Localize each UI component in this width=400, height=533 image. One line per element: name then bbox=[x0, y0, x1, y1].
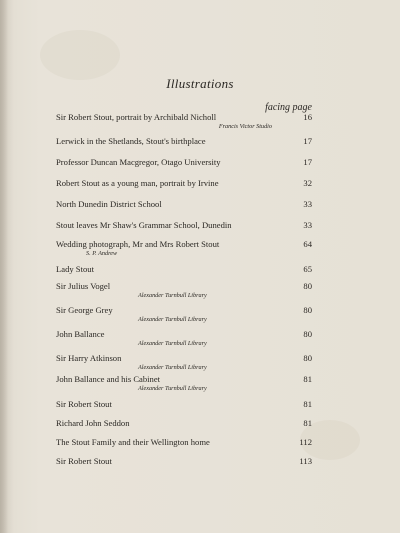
entry-title: John Ballance and his Cabinet bbox=[56, 374, 161, 384]
entry-page-number: 81 bbox=[303, 418, 312, 428]
entry-page-number: 112 bbox=[299, 437, 312, 447]
list-item bbox=[56, 157, 312, 168]
illustrations-list bbox=[56, 112, 312, 467]
list-item bbox=[56, 199, 312, 210]
entry-title: Professor Duncan Macgregor, Otago University bbox=[56, 157, 221, 167]
entry-title: North Dunedin District School bbox=[56, 199, 162, 209]
entry-page-number: 113 bbox=[299, 456, 312, 466]
list-item bbox=[56, 112, 312, 131]
entry-page-number: 80 bbox=[303, 329, 312, 339]
entry-title: Lerwick in the Shetlands, Stout's birthplace bbox=[56, 136, 206, 146]
list-item bbox=[56, 264, 312, 275]
entry-page-number: 80 bbox=[303, 305, 312, 315]
entry-title: John Ballance bbox=[56, 329, 105, 339]
entry-page-number: 33 bbox=[303, 199, 312, 209]
entry-credit: Alexander Turnbull Library bbox=[138, 364, 207, 371]
entry-page-number: 16 bbox=[303, 112, 312, 122]
page-title: Illustrations bbox=[166, 76, 234, 91]
list-item bbox=[56, 281, 312, 300]
entry-credit: Alexander Turnbull Library bbox=[138, 385, 207, 392]
column-header-facing-page: facing page bbox=[265, 102, 312, 113]
list-item bbox=[56, 239, 312, 258]
entry-credit: Alexander Turnbull Library bbox=[138, 340, 207, 347]
entry-title: Robert Stout as a young man, portrait by Irvine bbox=[56, 178, 219, 188]
entry-title: Sir George Grey bbox=[56, 305, 113, 315]
entry-page-number: 33 bbox=[303, 220, 312, 230]
list-item bbox=[56, 178, 312, 189]
entry-title: Sir Robert Stout, portrait by Archibald Nicholl bbox=[56, 112, 217, 122]
entry-page-number: 81 bbox=[303, 399, 312, 409]
entry-page-number: 64 bbox=[303, 239, 312, 249]
entry-title: Sir Robert Stout bbox=[56, 456, 112, 466]
entry-credit: Alexander Turnbull Library bbox=[138, 292, 207, 299]
list-item bbox=[56, 136, 312, 147]
list-item bbox=[56, 418, 312, 429]
entry-page-number: 17 bbox=[303, 136, 312, 146]
entry-page-number: 80 bbox=[303, 353, 312, 363]
entry-title: Sir Robert Stout bbox=[56, 399, 112, 409]
list-item bbox=[56, 329, 312, 348]
entry-page-number: 65 bbox=[303, 264, 312, 274]
paper-stain bbox=[40, 30, 120, 80]
entry-credit: Francis Victor Studio bbox=[218, 123, 272, 130]
list-item bbox=[56, 437, 312, 448]
entry-page-number: 32 bbox=[303, 178, 312, 188]
entry-title: Richard John Seddon bbox=[56, 418, 130, 428]
list-item bbox=[56, 305, 312, 324]
list-item bbox=[56, 456, 312, 467]
entry-title: Lady Stout bbox=[56, 264, 94, 274]
list-item bbox=[56, 220, 312, 231]
entry-page-number: 80 bbox=[303, 281, 312, 291]
entry-title: Sir Harry Atkinson bbox=[56, 353, 122, 363]
entry-page-number: 81 bbox=[303, 374, 312, 384]
entry-page-number: 17 bbox=[303, 157, 312, 167]
entry-credit: S. P. Andrew bbox=[86, 250, 118, 257]
entry-title: The Stout Family and their Wellington home bbox=[56, 437, 210, 447]
entry-title: Stout leaves Mr Shaw's Grammar School, Dunedin bbox=[56, 220, 232, 230]
list-item bbox=[56, 353, 312, 372]
list-item bbox=[56, 374, 312, 393]
entry-title: Sir Julius Vogel bbox=[56, 281, 111, 291]
list-item bbox=[56, 399, 312, 410]
entry-credit: Alexander Turnbull Library bbox=[138, 316, 207, 323]
entry-title: Wedding photograph, Mr and Mrs Robert Stout bbox=[56, 239, 220, 249]
